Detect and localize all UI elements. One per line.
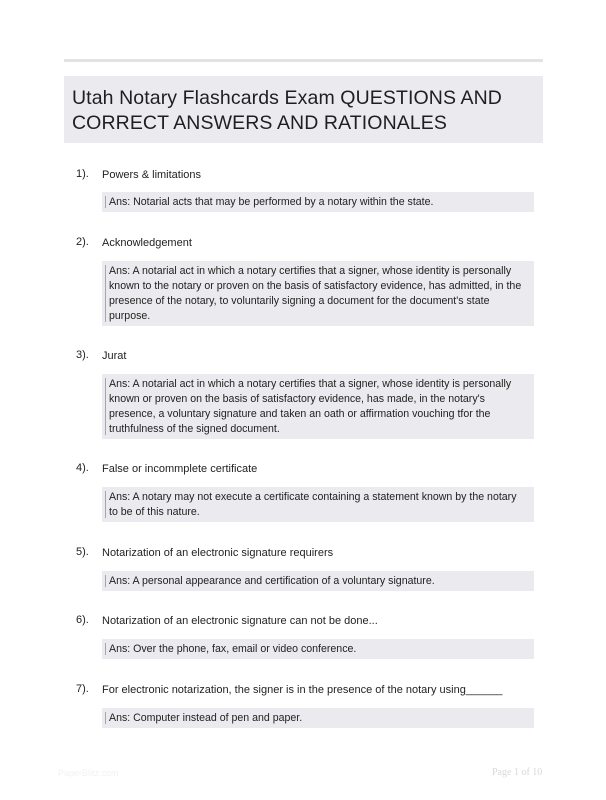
question-number: 1). [76,168,89,180]
question-text: Powers & limitations [102,169,202,181]
question-number: 2). [76,236,89,248]
question-number: 7). [76,683,89,695]
answer-text: Ans: A notary may not execute a certificate containing a statement known by the notary to be of this nature. [109,491,517,518]
answer-box [102,708,534,728]
footer-watermark: PaperBlitz.com [58,768,119,778]
title-block [64,76,543,143]
answer-box [102,487,534,522]
question-text: False or incommplete certificate [102,463,258,475]
question-number: 6). [76,614,89,626]
question-text: Notarization of an electronic signature requirers [102,547,334,559]
question-text: Jurat [102,350,127,362]
answer-accent-bar [105,378,106,435]
question-number: 4). [76,462,89,474]
answer-text: Ans: A notarial act in which a notary certifies that a signer, whose identity is personally known to the notary or proven on the basis of satisfactory evidence, has admitted, in the presence of the notary, to voluntarily signing a document for the document's state purpose. [109,265,522,322]
answer-accent-bar [105,712,106,724]
page-title: Utah Notary Flashcards Exam QUESTIONS AND CORRECT ANSWERS AND RATIONALES [72,87,502,134]
answer-box [102,639,534,659]
answer-text: Ans: A personal appearance and certification of a voluntary signature. [109,575,435,587]
question-number: 3). [76,349,89,361]
question-text: For electronic notarization, the signer is in the presence of the notary using______ [102,684,503,696]
answer-accent-bar [105,196,106,208]
question-number: 5). [76,546,89,558]
answer-accent-bar [105,491,106,518]
answer-text: Ans: Computer instead of pen and paper. [109,712,303,724]
answer-text: Ans: Notarial acts that may be performed by a notary within the state. [109,196,434,208]
answer-accent-bar [105,643,106,655]
answer-accent-bar [105,575,106,587]
page-number: Page 1 of 10 [492,767,543,778]
answer-box [102,261,534,326]
answer-box [102,192,534,212]
question-text: Notarization of an electronic signature can not be done... [102,615,378,627]
top-rule [64,59,543,62]
question-text: Acknowledgement [102,237,192,249]
answer-box [102,374,534,439]
answer-text: Ans: Over the phone, fax, email or video conference. [109,643,357,655]
answer-box [102,571,534,591]
answer-accent-bar [105,265,106,322]
answer-text: Ans: A notarial act in which a notary certifies that a signer, whose identity is personally known or proven on the basis of satisfactory evidence, has made, in the notary's presence, a voluntary signature and taken an oath or affirmation vouching tfor the truthfulness of the signed document. [109,378,512,435]
